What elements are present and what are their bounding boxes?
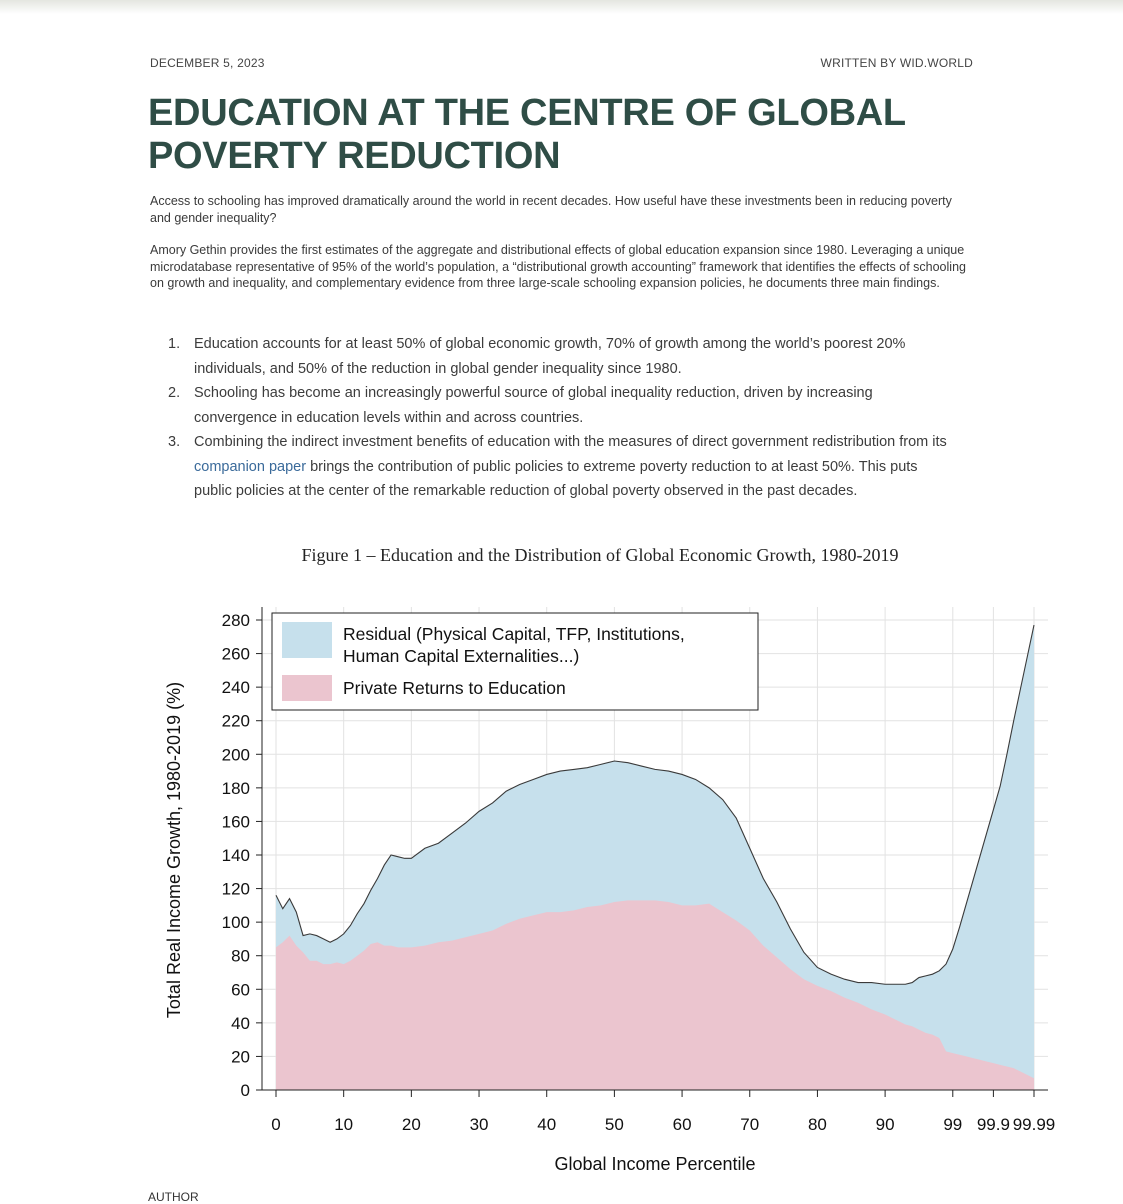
y-tick-label: 240 — [221, 678, 250, 698]
finding-text-before: Combining the indirect investment benefits of education with the measures of direct government redistribution from its — [194, 434, 947, 450]
article-title: EDUCATION AT THE CENTRE OF GLOBAL POVERTY REDUCTION — [148, 92, 906, 177]
finding-text-after: brings the contribution of public policies to extreme poverty reduction to at least 50%. This puts public policies at the center of the remarkable reduction of global poverty observed in the past decades. — [194, 458, 918, 499]
x-tick-label: 80 — [807, 1115, 827, 1134]
x-tick-label: 70 — [740, 1115, 760, 1134]
finding-number: 3. — [168, 434, 181, 450]
x-tick-label: 40 — [537, 1115, 557, 1134]
x-tick-label: 10 — [334, 1115, 354, 1134]
y-tick-label: 0 — [240, 1081, 250, 1100]
y-tick-label: 140 — [221, 846, 250, 865]
article-byline: WRITTEN BY WID.WORLD — [820, 56, 973, 70]
y-tick-label: 200 — [221, 745, 250, 765]
x-tick-label: 99.99 — [1012, 1115, 1056, 1134]
article-date: DECEMBER 5, 2023 — [150, 56, 265, 70]
y-tick-label: 20 — [231, 1047, 250, 1067]
x-tick-label: 99.9 — [976, 1115, 1010, 1134]
x-tick-label: 60 — [672, 1115, 692, 1134]
y-tick-label: 60 — [231, 980, 250, 1000]
x-tick-label: 30 — [469, 1115, 489, 1134]
finding-text: Education accounts for at least 50% of global economic growth, 70% of growth among the world’s poorest 20% individuals, and 50% of the reduction in global gender inequality since 1980. — [194, 336, 906, 377]
finding-number: 1. — [168, 336, 181, 352]
x-tick-label: 0 — [271, 1115, 281, 1134]
y-tick-label: 260 — [221, 644, 250, 664]
x-tick-label: 99 — [943, 1115, 963, 1134]
y-tick-label: 120 — [221, 879, 250, 899]
y-tick-label: 100 — [221, 913, 250, 933]
y-ticks — [222, 611, 262, 1100]
y-axis-title: Total Real Income Growth, 1980-2019 (%) — [164, 681, 184, 1019]
finding-number: 2. — [168, 385, 181, 401]
article-intro: Access to schooling has improved dramatically around the world in recent decades. How useful have these investments been in reducing poverty and gender inequality? — [150, 194, 952, 225]
y-tick-label: 280 — [221, 611, 250, 630]
y-tick-label: 80 — [231, 946, 250, 966]
y-tick-label: 220 — [221, 711, 250, 731]
finding-text: Schooling has become an increasingly powerful source of global inequality reduction, driven by increasing convergence in education levels within and across countries. — [194, 385, 873, 426]
x-tick-label: 20 — [401, 1115, 421, 1134]
y-tick-label: 40 — [231, 1013, 250, 1033]
x-tick-label: 50 — [604, 1115, 624, 1134]
legend-label-private: Private Returns to Education — [343, 678, 566, 698]
y-tick-label: 160 — [221, 812, 250, 832]
figure-caption: Figure 1 – Education and the Distribution of Global Economic Growth, 1980-2019 — [301, 545, 899, 565]
legend-label-residual-line2: Human Capital Externalities...) — [343, 646, 580, 666]
chart-legend — [272, 613, 758, 710]
article-body: Amory Gethin provides the first estimates of the aggregate and distributional effects of global education expansion since 1980. Leveraging a unique microdatabase representative of 95% of the world’s population, a “distributional growth accounting” framework that identifies the effects of schooling on growth and inequality, and complementary evidence from three large-scale schooling expansion policies, he documents three main findings. — [150, 243, 966, 290]
legend-label-residual-line1: Residual (Physical Capital, TFP, Institutions, — [343, 624, 685, 644]
x-tick-label: 90 — [875, 1115, 895, 1134]
legend-swatch-private — [282, 675, 332, 701]
companion-paper-link[interactable]: companion paper — [194, 458, 307, 475]
legend-swatch-residual — [282, 622, 332, 658]
x-ticks — [271, 1090, 1055, 1134]
x-axis-title: Global Income Percentile — [554, 1154, 756, 1174]
author-heading: AUTHOR — [148, 1190, 199, 1204]
y-tick-label: 180 — [221, 778, 250, 798]
